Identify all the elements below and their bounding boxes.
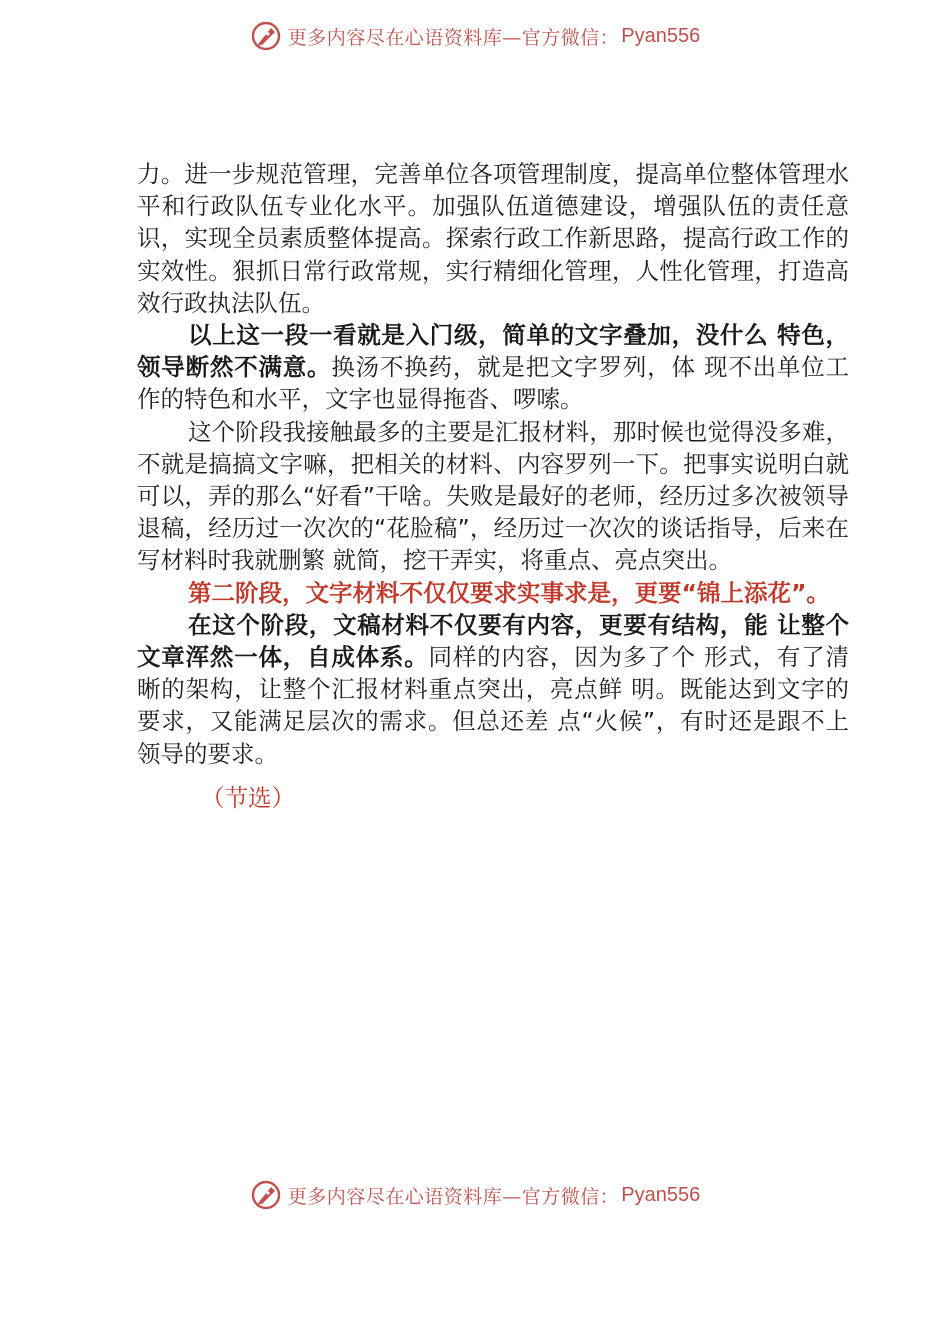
footer-wechat-id: Pyan556 [621, 1183, 701, 1206]
paragraph-2-text: 换汤不换药，就是把文字罗列，体 现不出单位工作的特色和水平，文字也显得拖沓、啰嗦。 [137, 353, 849, 414]
banner-text: 更多内容尽在心语资料库—官方微信： [287, 26, 620, 49]
header-banner [0, 16, 950, 56]
paragraph-2-bold: 以上这一段一看就是入门级，简单的文字叠加，没什么 特色，领导断然不满意。 [137, 321, 849, 382]
pen-nib-icon [250, 20, 282, 52]
paragraph-2 [137, 319, 849, 416]
paragraph-3: 这个阶段我接触最多的主要是汇报材料，那时候也觉得没多难，不就是搞搞文字嘛，把相关的材料、内容罗列一下。把事实说明白就可以，弄的那么“好看”干啥。失败是最好的老师，经历过多次被领导退稿，经历过一次次的“花脸稿”，经历过一次次的谈话指导，后来在写材料时我就删繁 就简，挖干弄实，将重点、亮点突出。 [137, 417, 849, 575]
pen-nib-icon [250, 1179, 282, 1211]
footer-banner [0, 1175, 950, 1215]
wechat-id: Pyan556 [621, 24, 701, 47]
section-heading: 第二阶段，文字材料不仅仅要求实事求是，更要“锦上添花”。 [188, 578, 830, 607]
paragraph-5 [137, 609, 849, 770]
paragraph-1: 力。进一步规范管理，完善单位各项管理制度，提高单位整体管理水平和行政队伍专业化水平。加强队伍道德建设，增强队伍的责任意识，实现全员素质整体提高。探索行政工作新思路，提高行政工作的实效性。狠抓日常行政常规，实行精细化管理，人性化管理，打造高效行政执法队伍。 [137, 160, 849, 317]
footer-banner-text: 更多内容尽在心语资料库—官方微信： [287, 1185, 620, 1208]
article-body [137, 158, 849, 814]
excerpt-note: （节选） [201, 783, 295, 812]
paragraph-5-bold: 在这个阶段，文稿材料不仅要有内容，更要有结构，能 让整个文章浑然一体，自成体系。 [137, 610, 849, 672]
paragraph-5-text: 同样的内容，因为多了个 形式，有了清晰的架构，让整个汇报材料重点突出，亮点鲜 明。既能达到文字的要求，又能满足层次的需求。但总还差 点“火候”，有时还是跟不上领导的要求。 [137, 643, 849, 768]
